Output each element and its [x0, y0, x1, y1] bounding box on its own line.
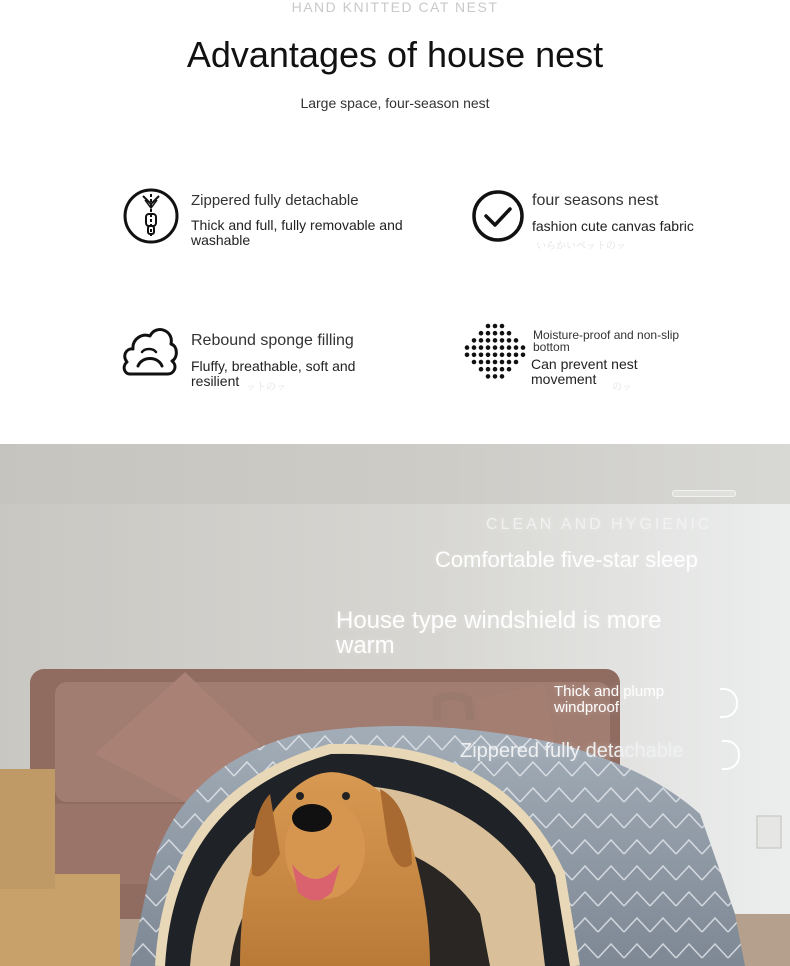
photo-subheadline: House type windshield is more warm [336, 607, 662, 659]
photo-headline: Comfortable five-star sleep [435, 547, 698, 572]
feature-title: Rebound sponge filling [191, 332, 354, 349]
photo-caption-detachable: Zippered fully detachable [460, 740, 684, 762]
cloud-sponge-icon [120, 322, 180, 380]
watermark-text: のッ [612, 382, 632, 393]
feature-title: Moisture-proof and non-slip bottom [533, 328, 680, 354]
section-kicker: HAND KNITTED CAT NEST [291, 0, 499, 15]
watermark-text: いらかいペットのッ [536, 241, 626, 252]
product-photo [0, 444, 790, 966]
checkmark-icon [471, 189, 525, 243]
photo-kicker: CLEAN AND HYGIENIC [486, 516, 713, 533]
page-title: Advantages of house nest [186, 34, 604, 75]
feature-title: Zippered fully detachable [191, 192, 359, 209]
dotted-grid-icon [462, 320, 528, 384]
watermark-text: ットのッ [246, 382, 286, 393]
feature-title: four seasons nest [532, 192, 659, 209]
feature-description: Fluffy, breathable, soft and resilient [191, 358, 356, 389]
page-subtitle: Large space, four-season nest [300, 95, 490, 111]
advantages-section [0, 0, 790, 444]
photo-caption-windproof: Thick and plump windproof [554, 683, 665, 716]
feature-description: fashion cute canvas fabric [532, 218, 694, 234]
zipper-icon [123, 188, 179, 244]
feature-description: Can prevent nest movement [531, 356, 638, 387]
feature-description: Thick and full, fully removable and washable [191, 217, 403, 248]
decorative-bar [672, 490, 736, 497]
